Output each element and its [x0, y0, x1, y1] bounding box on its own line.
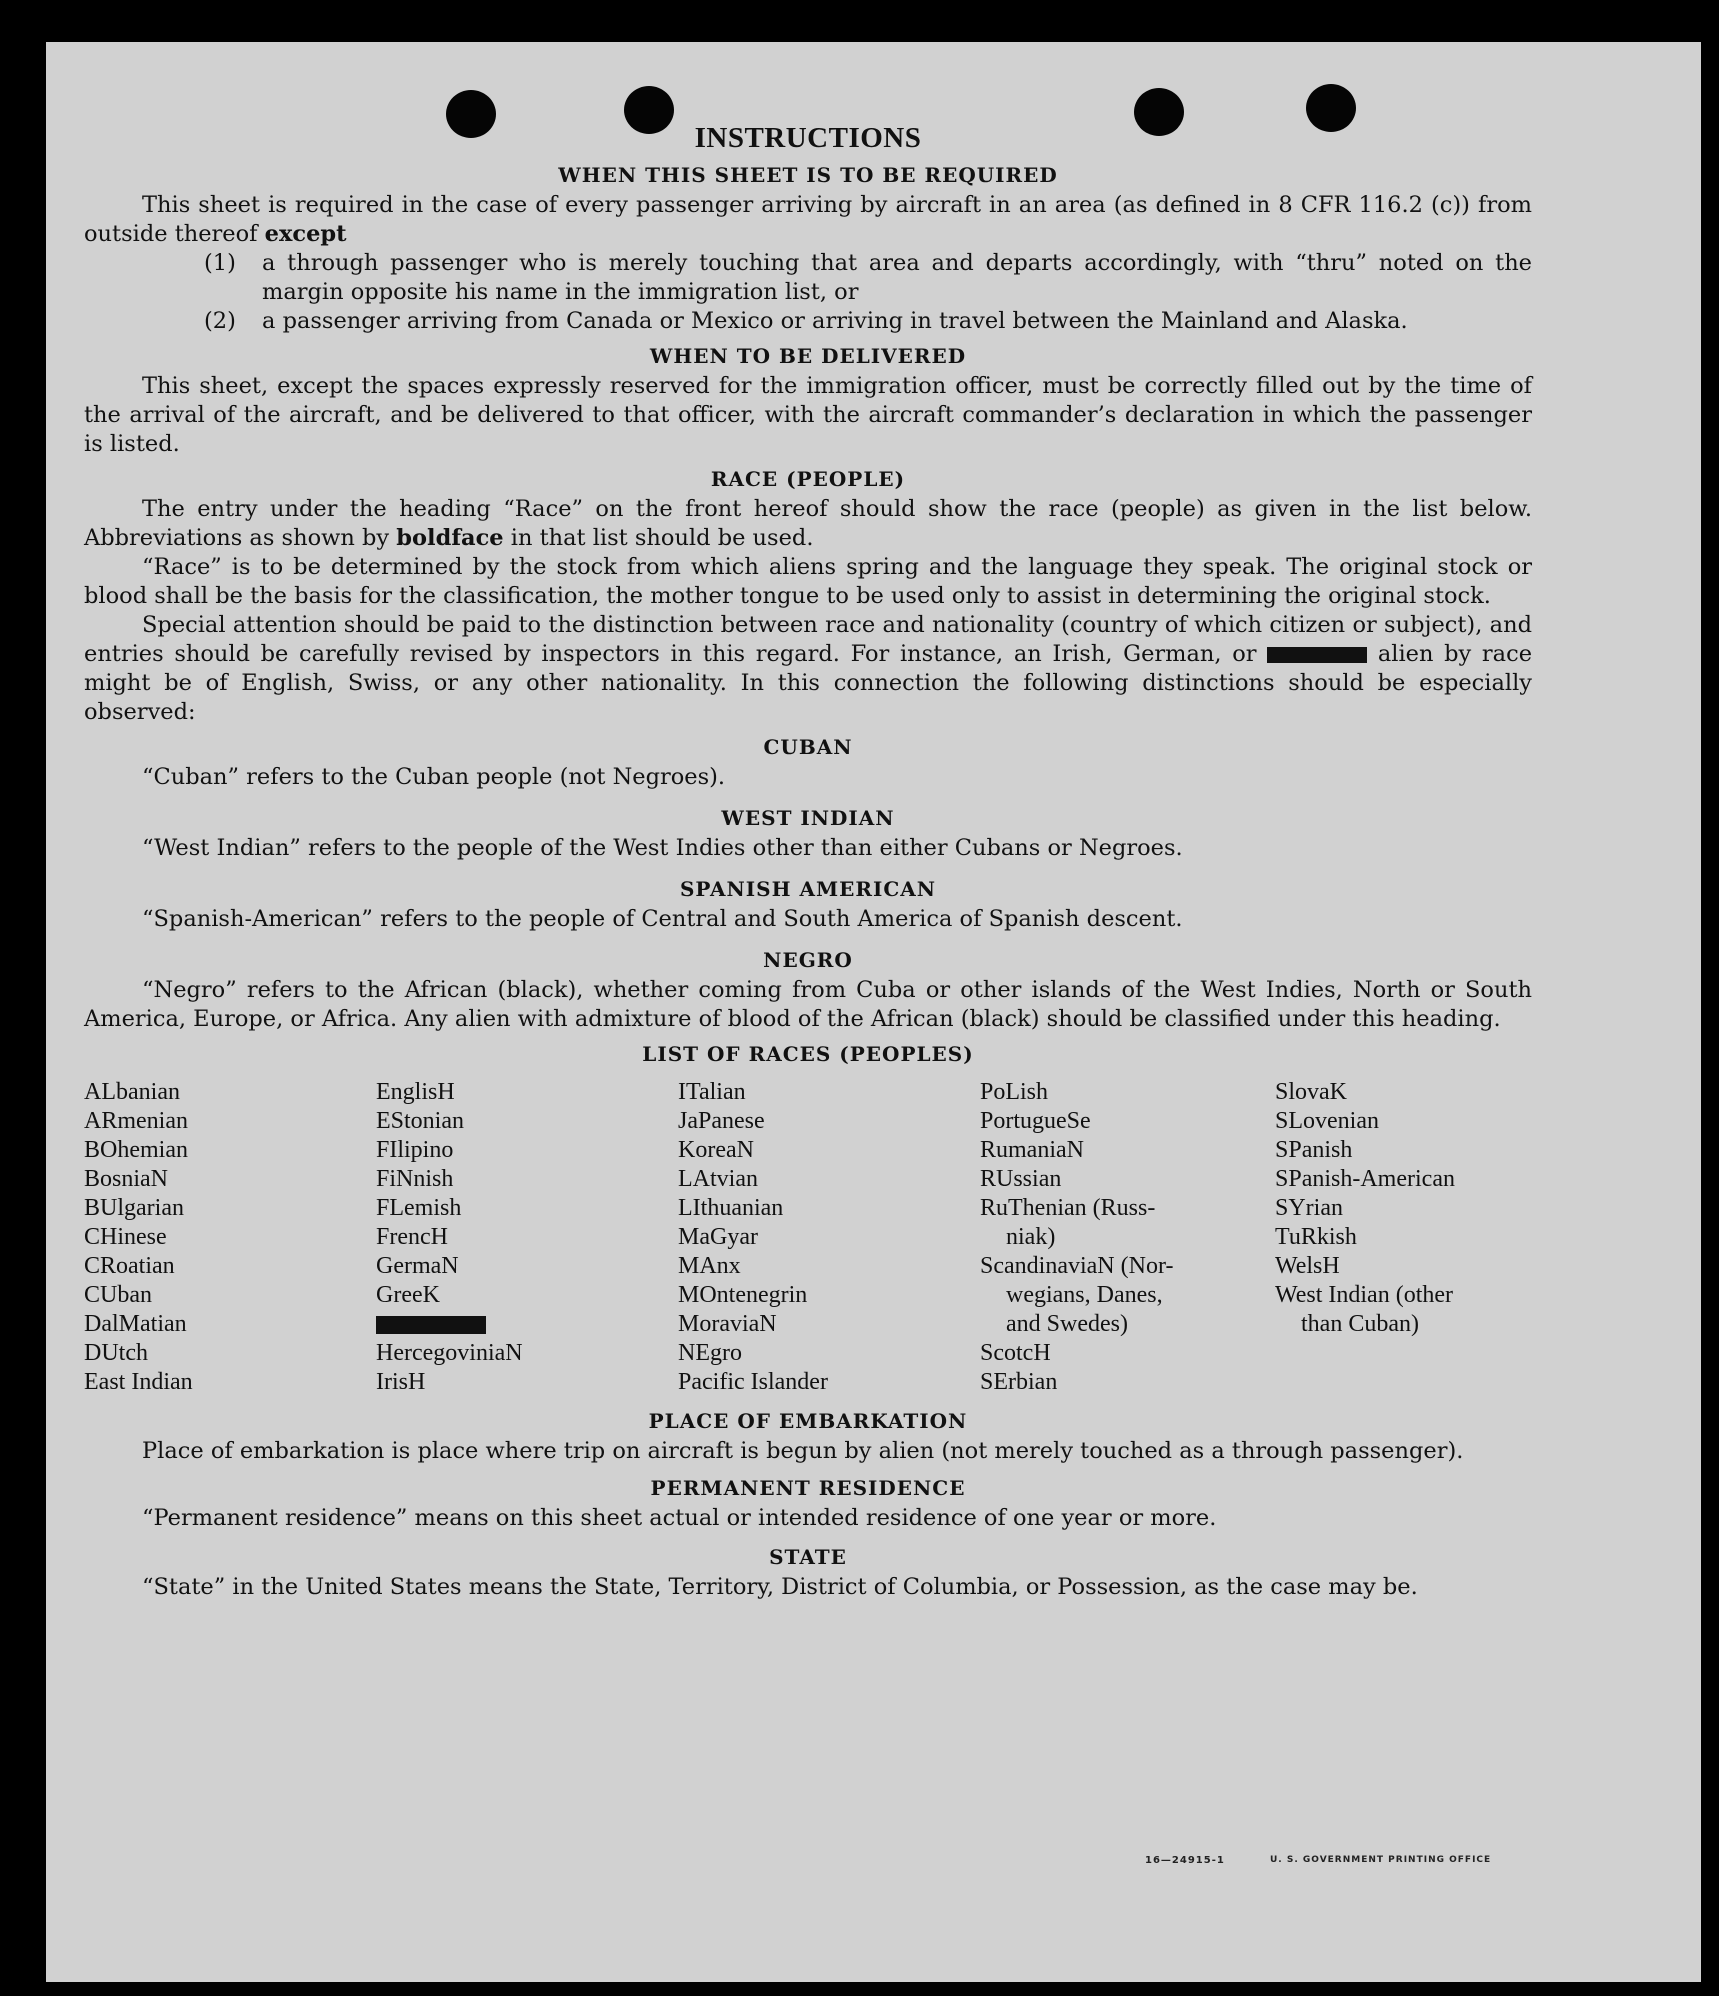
race-entry: SYrian: [1275, 1195, 1343, 1221]
section-heading-cuban: CUBAN: [763, 735, 853, 759]
document-content: [84, 122, 1532, 1602]
races-column: [980, 1078, 1275, 1397]
race-paragraph-1: The entry under the heading “Race” on the front hereof should show the race (people) as given in the list below. Abbreviations as shown by boldface in that list should be used.: [84, 496, 1532, 551]
races-list: [84, 1078, 1532, 1397]
race-entry: DalMatian: [84, 1311, 187, 1337]
race-entry: ALbanian: [84, 1079, 180, 1105]
race-entry: BosniaN: [84, 1166, 168, 1192]
race-entry: SlovaK: [1275, 1079, 1347, 1105]
required-item: (2) a passenger arriving from Canada or Mexico or arriving in travel between the Mainland and Alaska.: [204, 308, 1408, 334]
race-paragraph-3: Special attention should be paid to the distinction between race and nationality (country of which citizen or subject), and entries should be carefully revised by inspectors in this regard. For instance, an Irish, German, or alien by race might be of English, Swiss, or any other nationality. In this connection the following distinctions should be especially observed:: [84, 612, 1533, 725]
race-entry: East Indian: [84, 1369, 193, 1395]
race-entry: JaPanese: [678, 1108, 765, 1134]
race-entry: SLovenian: [1275, 1108, 1379, 1134]
race-entry: MaGyar: [678, 1224, 758, 1250]
negro-text: “Negro” refers to the African (black), whether coming from Cuba or other islands of the West Indies, North or South America, Europe, or Africa. Any alien with admixture of blood of the African (black) should be classified under this heading.: [84, 977, 1532, 1032]
race-entry: ITalian: [678, 1079, 746, 1105]
race-entry: CHinese: [84, 1224, 167, 1250]
race-paragraph-2: “Race” is to be determined by the stock from which aliens spring and the language they speak. The original stock or blood shall be the basis for the classification, the mother tongue to be used only to assist in determining the original stock.: [84, 554, 1532, 609]
race-entry: SPanish: [1275, 1137, 1353, 1163]
section-heading-west-indian: WEST INDIAN: [721, 806, 895, 830]
race-entry: ScotcH: [980, 1340, 1051, 1366]
race-entry: MoraviaN: [678, 1311, 777, 1337]
section-heading-residence: PERMANENT RESIDENCE: [650, 1476, 966, 1500]
section-heading-required: WHEN THIS SHEET IS TO BE REQUIRED: [558, 163, 1058, 187]
state-text: “State” in the United States means the State, Territory, District of Columbia, or Possession, as the case may be.: [142, 1574, 1418, 1600]
race-entry: GermaN: [376, 1253, 459, 1279]
required-item: (1) a through passenger who is merely touching that area and departs accordingly, with “thru” noted on the margin opposite his name in the immigration list, or: [204, 250, 1532, 305]
race-entry: NEgro: [678, 1340, 742, 1366]
delivered-text: This sheet, except the spaces expressly reserved for the immigration officer, must be correctly filled out by the time of the arrival of the aircraft, and be delivered to that officer, with the aircraft commander’s declaration in which the passenger is listed.: [84, 373, 1532, 457]
redaction-mark: [376, 1316, 486, 1334]
race-entry: HercegoviniaN: [376, 1340, 523, 1366]
race-entry-continued: niak): [1006, 1224, 1056, 1250]
race-entry: DUtch: [84, 1340, 148, 1366]
race-entry: GreeK: [376, 1282, 440, 1308]
races-column: [84, 1078, 376, 1397]
race-entry: Pacific Islander: [678, 1369, 828, 1395]
race-entry: West Indian (other: [1275, 1282, 1454, 1308]
race-entry: FiNnish: [376, 1166, 454, 1192]
race-entry: WelsH: [1275, 1253, 1340, 1279]
race-entry-continued: than Cuban): [1301, 1311, 1419, 1337]
race-entry: KoreaN: [678, 1137, 754, 1163]
section-heading-negro: NEGRO: [763, 948, 853, 972]
section-heading-embarkation: PLACE OF EMBARKATION: [648, 1409, 968, 1433]
redaction-mark: [1267, 647, 1367, 663]
cuban-text: “Cuban” refers to the Cuban people (not Negroes).: [142, 764, 726, 790]
race-entry: ARmenian: [84, 1108, 188, 1134]
spanish-american-text: “Spanish-American” refers to the people of Central and South America of Spanish descent.: [142, 906, 1183, 932]
race-entry: RUssian: [980, 1166, 1062, 1192]
section-heading-races-list: LIST OF RACES (PEOPLES): [642, 1042, 974, 1066]
section-heading-state: STATE: [769, 1545, 847, 1569]
west-indian-text: “West Indian” refers to the people of the West Indies other than either Cubans or Negroes.: [142, 835, 1183, 861]
race-entry: PortugueSe: [980, 1108, 1091, 1134]
race-entry: MOntenegrin: [678, 1282, 808, 1308]
race-entry-redacted: [376, 1310, 678, 1339]
races-column: [678, 1078, 980, 1397]
section-heading-race: RACE (PEOPLE): [710, 467, 906, 491]
page-title: INSTRUCTIONS: [694, 122, 922, 154]
race-entry: PoLish: [980, 1079, 1049, 1105]
race-entry: LIthuanian: [678, 1195, 784, 1221]
race-entry: FIlipino: [376, 1137, 454, 1163]
race-entry: RuThenian (Russ-: [980, 1195, 1156, 1221]
race-entry: ScandinaviaN (Nor-: [980, 1253, 1174, 1279]
race-entry-continued: and Swedes): [1006, 1311, 1128, 1337]
race-entry: CRoatian: [84, 1253, 175, 1279]
races-column: [1275, 1078, 1532, 1397]
race-entry-continued: wegians, Danes,: [1006, 1282, 1163, 1308]
race-entry: LAtvian: [678, 1166, 758, 1192]
race-entry: BOhemian: [84, 1137, 188, 1163]
required-intro: This sheet is required in the case of every passenger arriving by aircraft in an area (as defined in 8 CFR 116.2 (c)) from outside thereof except: [84, 192, 1532, 247]
race-entry: IrisH: [376, 1369, 426, 1395]
race-entry: BUlgarian: [84, 1195, 184, 1221]
race-entry: RumaniaN: [980, 1137, 1084, 1163]
printer-imprint: U. S. GOVERNMENT PRINTING OFFICE: [1270, 1855, 1492, 1865]
section-heading-delivered: WHEN TO BE DELIVERED: [649, 344, 967, 368]
race-entry: FLemish: [376, 1195, 462, 1221]
race-entry: TuRkish: [1275, 1224, 1357, 1250]
race-entry: CUban: [84, 1282, 152, 1308]
embarkation-text: Place of embarkation is place where trip on aircraft is begun by alien (not merely touched as a through passenger).: [142, 1438, 1464, 1464]
race-entry: EnglisH: [376, 1079, 455, 1105]
race-entry: EStonian: [376, 1108, 464, 1134]
residence-text: “Permanent residence” means on this sheet actual or intended residence of one year or more.: [142, 1505, 1217, 1531]
section-heading-spanish-american: SPANISH AMERICAN: [679, 877, 937, 901]
races-column: [376, 1078, 678, 1397]
race-entry: SPanish-American: [1275, 1166, 1455, 1192]
race-entry: MAnx: [678, 1253, 741, 1279]
race-entry: FrencH: [376, 1224, 448, 1250]
race-entry: SErbian: [980, 1369, 1058, 1395]
form-code: 16—24915-1: [1145, 1855, 1225, 1866]
